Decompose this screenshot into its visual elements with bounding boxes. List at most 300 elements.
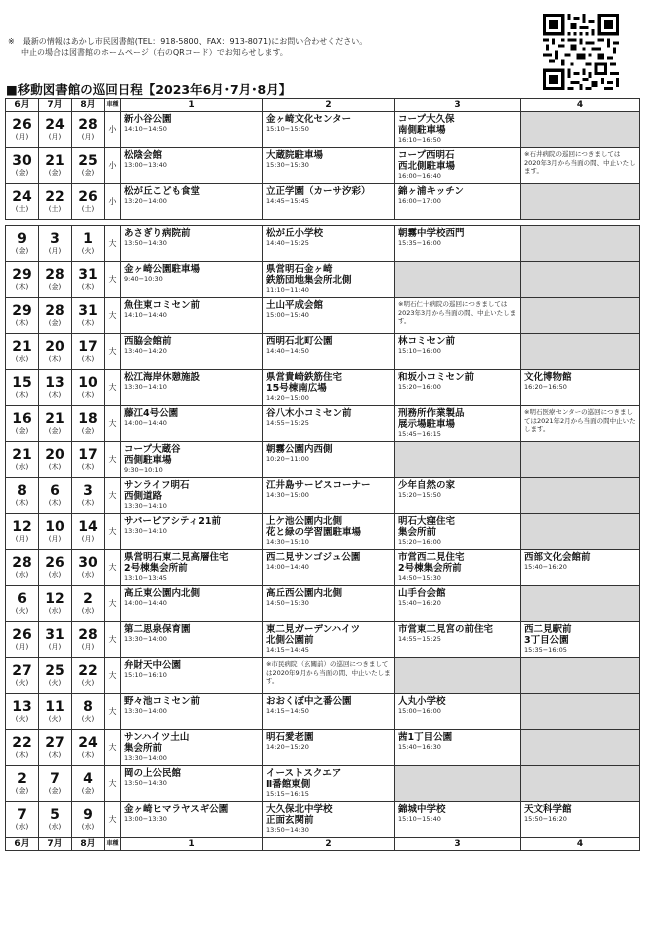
qr-code-icon[interactable] <box>543 14 619 90</box>
stop-time: 13:30−14:00 <box>124 635 167 643</box>
schedule-row <box>6 334 640 370</box>
date-cell <box>72 550 105 586</box>
stop-time: 15:10−15:50 <box>266 125 309 133</box>
date-cell <box>72 622 105 658</box>
vehicle-size: 大 <box>105 550 121 586</box>
vehicle-size: 小 <box>105 184 121 220</box>
date-number: 29 <box>12 267 32 283</box>
stop-name: コープ大久保 南側駐車場 <box>398 114 455 136</box>
stop-time: 13:50−14:30 <box>124 779 167 787</box>
date-number: 26 <box>12 117 32 133</box>
stop-cell <box>263 112 395 148</box>
date-cell <box>6 406 39 442</box>
date-number: 3 <box>83 483 93 499</box>
date-weekday: (水) <box>15 463 29 471</box>
date-cell <box>39 766 72 802</box>
stop-name: 弁財天中公園 <box>124 660 182 671</box>
schedule-row <box>6 766 640 802</box>
stop-time: 14:10−14:40 <box>124 311 167 319</box>
date-number: 9 <box>83 807 93 823</box>
date-weekday: (金) <box>48 319 62 327</box>
date-cell <box>6 514 39 550</box>
stop-time: 14:55−15:25 <box>266 419 309 427</box>
stop-name: 江井島サービスコーナー <box>266 480 371 491</box>
suspension-note: ※市民病院（玄關前）の巡回につきましては2020年9月から当面の間、中止いたします。 <box>266 660 391 685</box>
date-weekday: (水) <box>48 823 62 831</box>
empty-stop-cell <box>521 694 640 730</box>
date-number: 11 <box>45 699 65 715</box>
header-stop-2: 2 <box>263 99 395 112</box>
stop-time: 15:15−16:15 <box>266 790 309 798</box>
stop-cell <box>395 586 521 622</box>
date-cell <box>39 802 72 838</box>
footer-stop-2: 2 <box>263 838 395 851</box>
stop-name: 和坂小コミセン前 <box>398 372 475 383</box>
stop-cell <box>263 184 395 220</box>
date-number: 9 <box>17 231 27 247</box>
stop-cell <box>121 730 263 766</box>
date-cell <box>39 586 72 622</box>
header-stop-4: 4 <box>521 99 640 112</box>
date-number: 8 <box>83 699 93 715</box>
date-cell <box>72 514 105 550</box>
stop-name: 西二見サンゴジュ公園 <box>266 552 361 563</box>
stop-name: 松陰会館 <box>124 150 163 161</box>
vehicle-size: 大 <box>105 406 121 442</box>
date-number: 14 <box>78 519 98 535</box>
stop-time: 14:10−14:50 <box>124 125 167 133</box>
stop-cell <box>395 550 521 586</box>
stop-cell <box>395 730 521 766</box>
stop-name: 少年自然の家 <box>398 480 456 491</box>
stop-time: 15:10−15:40 <box>398 815 441 823</box>
header-month-7: 7月 <box>39 99 72 112</box>
vehicle-size: 大 <box>105 658 121 694</box>
date-number: 7 <box>17 807 27 823</box>
date-weekday: (木) <box>15 499 29 507</box>
stop-time: 14:15−14:45 <box>266 646 309 654</box>
date-cell <box>6 658 39 694</box>
stop-cell <box>263 586 395 622</box>
vehicle-size: 大 <box>105 514 121 550</box>
suspension-note: ※明石医療センターの巡回につきましては2021年2月から当面の間中止いたします。 <box>524 408 636 433</box>
stop-name: 茜1丁目公園 <box>398 732 453 743</box>
stop-time: 16:10−16:50 <box>398 136 441 144</box>
stop-time: 15:00−15:40 <box>266 311 309 319</box>
stop-cell <box>521 622 640 658</box>
stop-cell <box>121 658 263 694</box>
stop-time: 14:15−14:50 <box>266 707 309 715</box>
empty-stop-cell <box>521 226 640 262</box>
date-number: 27 <box>45 735 65 751</box>
stop-time: 14:40−14:50 <box>266 347 309 355</box>
date-number: 24 <box>78 735 98 751</box>
empty-stop-cell <box>521 514 640 550</box>
date-weekday: (水) <box>15 823 29 831</box>
date-weekday: (火) <box>81 679 95 687</box>
date-cell <box>39 442 72 478</box>
stop-time: 16:20−16:50 <box>524 383 567 391</box>
date-weekday: (土) <box>48 205 62 213</box>
vehicle-size: 大 <box>105 262 121 298</box>
date-number: 22 <box>78 663 98 679</box>
header-vehicle: 車種 <box>105 99 121 112</box>
stop-name: 金ヶ崎文化センター <box>266 114 352 125</box>
date-weekday: (火) <box>81 715 95 723</box>
date-cell <box>72 694 105 730</box>
date-weekday: (月) <box>15 535 29 543</box>
date-number: 17 <box>78 447 98 463</box>
stop-time: 16:00−16:40 <box>398 172 441 180</box>
stop-time: 13:30−14:10 <box>124 383 167 391</box>
stop-cell <box>263 298 395 334</box>
stop-name: 大久保北中学校 正面玄関前 <box>266 804 333 826</box>
table-footer-row <box>6 838 640 851</box>
stop-time: 14:45−15:45 <box>266 197 309 205</box>
empty-stop-cell <box>521 112 640 148</box>
vehicle-size: 大 <box>105 622 121 658</box>
date-number: 5 <box>50 807 60 823</box>
stop-time: 14:00−14:40 <box>124 599 167 607</box>
date-cell <box>72 766 105 802</box>
empty-stop-cell <box>521 730 640 766</box>
date-weekday: (月) <box>15 643 29 651</box>
stop-time: 14:00−14:40 <box>124 419 167 427</box>
date-cell <box>72 730 105 766</box>
date-weekday: (水) <box>81 607 95 615</box>
stop-cell <box>395 112 521 148</box>
date-cell <box>72 262 105 298</box>
date-number: 6 <box>17 591 27 607</box>
empty-stop-cell <box>521 442 640 478</box>
date-cell <box>72 586 105 622</box>
date-cell <box>39 730 72 766</box>
stop-cell <box>121 802 263 838</box>
schedule-row <box>6 514 640 550</box>
date-weekday: (月) <box>81 535 95 543</box>
date-weekday: (水) <box>48 607 62 615</box>
stop-cell <box>395 370 521 406</box>
stop-cell <box>263 406 395 442</box>
vehicle-size: 大 <box>105 730 121 766</box>
stop-cell <box>121 262 263 298</box>
date-weekday: (火) <box>15 679 29 687</box>
date-weekday: (月) <box>81 133 95 141</box>
date-number: 21 <box>45 411 65 427</box>
date-number: 17 <box>78 339 98 355</box>
date-weekday: (金) <box>48 427 62 435</box>
stop-time: 13:00−13:40 <box>124 161 167 169</box>
schedule-table <box>5 98 640 851</box>
date-number: 22 <box>45 189 65 205</box>
vehicle-size: 大 <box>105 334 121 370</box>
vehicle-size: 大 <box>105 478 121 514</box>
header-month-6: 6月 <box>6 99 39 112</box>
stop-time: 15:20−16:00 <box>398 538 441 546</box>
contact-note <box>8 36 367 58</box>
date-weekday: (木) <box>81 751 95 759</box>
empty-stop-cell <box>395 262 521 298</box>
stop-name: 山手台会館 <box>398 588 446 599</box>
stop-time: 15:50−16:20 <box>524 815 567 823</box>
date-number: 21 <box>45 153 65 169</box>
date-weekday: (水) <box>15 571 29 579</box>
schedule-row <box>6 148 640 184</box>
stop-cell <box>521 802 640 838</box>
date-number: 30 <box>78 555 98 571</box>
vehicle-size: 大 <box>105 226 121 262</box>
date-cell <box>39 478 72 514</box>
date-number: 1 <box>83 231 93 247</box>
stop-name: 西明石北町公園 <box>266 336 333 347</box>
date-number: 25 <box>45 663 65 679</box>
stop-name: 岡の上公民館 <box>124 768 182 779</box>
stop-cell <box>263 370 395 406</box>
stop-name: 明石愛老園 <box>266 732 314 743</box>
stop-time: 13:00−13:30 <box>124 815 167 823</box>
stop-cell <box>521 370 640 406</box>
date-weekday: (金) <box>15 427 29 435</box>
date-number: 28 <box>78 117 98 133</box>
stop-name: サンライフ明石 西側道路 <box>124 480 190 502</box>
stop-cell <box>121 184 263 220</box>
stop-time: 11:10−11:40 <box>266 286 309 294</box>
date-number: 16 <box>12 411 32 427</box>
date-cell <box>39 514 72 550</box>
date-number: 8 <box>17 483 27 499</box>
stop-cell <box>121 514 263 550</box>
date-number: 13 <box>12 699 32 715</box>
stop-time: 13:30−14:10 <box>124 527 167 535</box>
date-cell <box>6 184 39 220</box>
schedule-row <box>6 406 640 442</box>
schedule-row <box>6 658 640 694</box>
date-number: 24 <box>12 189 32 205</box>
stop-time: 14:50−15:30 <box>398 574 441 582</box>
date-cell <box>39 112 72 148</box>
date-cell <box>72 478 105 514</box>
stop-time: 15:45−16:15 <box>398 430 441 438</box>
stop-time: 14:20−15:20 <box>266 743 309 751</box>
schedule-row <box>6 298 640 334</box>
schedule-row <box>6 730 640 766</box>
stop-time: 10:20−11:00 <box>266 455 309 463</box>
schedule-row <box>6 112 640 148</box>
contact-note-line1: ※ 最新の情報はあかし市民図書館(TEL：918-5800、FAX：913-8071)にお問い合わせください。 <box>8 37 368 46</box>
date-weekday: (木) <box>15 319 29 327</box>
date-cell <box>72 298 105 334</box>
stop-cell <box>121 622 263 658</box>
date-number: 28 <box>12 555 32 571</box>
stop-cell <box>121 442 263 478</box>
stop-time: 16:00−17:00 <box>398 197 441 205</box>
stop-cell <box>121 586 263 622</box>
date-cell <box>72 112 105 148</box>
vehicle-size: 小 <box>105 112 121 148</box>
date-weekday: (金) <box>48 169 62 177</box>
stop-name: 西部文化会館前 <box>524 552 591 563</box>
schedule-row <box>6 262 640 298</box>
page-title: ■移動図書館の巡回日程【2023年6月･7月･8月】 <box>6 82 292 97</box>
date-cell <box>39 694 72 730</box>
stop-cell <box>395 514 521 550</box>
stop-time: 9:40−10:30 <box>124 275 163 283</box>
stop-name: サンハイツ土山 集会所前 <box>124 732 190 754</box>
date-cell <box>72 184 105 220</box>
stop-name: 大蔵院駐車場 <box>266 150 324 161</box>
stop-time: 14:30−15:10 <box>266 538 309 546</box>
date-cell <box>6 334 39 370</box>
date-weekday: (木) <box>81 499 95 507</box>
date-number: 27 <box>12 663 32 679</box>
footer-stop-4: 4 <box>521 838 640 851</box>
date-weekday: (木) <box>81 283 95 291</box>
stop-name: あさぎり病院前 <box>124 228 191 239</box>
header-stop-3: 3 <box>395 99 521 112</box>
stop-cell <box>395 184 521 220</box>
stop-cell <box>121 112 263 148</box>
stop-cell <box>121 370 263 406</box>
stop-cell <box>395 478 521 514</box>
empty-stop-cell <box>521 658 640 694</box>
date-weekday: (水) <box>48 571 62 579</box>
date-cell <box>6 226 39 262</box>
date-number: 12 <box>12 519 32 535</box>
stop-time: 14:40−15:25 <box>266 239 309 247</box>
stop-cell <box>521 550 640 586</box>
date-cell <box>6 112 39 148</box>
date-number: 10 <box>78 375 98 391</box>
date-cell <box>6 478 39 514</box>
stop-cell <box>263 802 395 838</box>
stop-time: 15:10−16:10 <box>124 671 167 679</box>
stop-cell <box>263 226 395 262</box>
date-cell <box>72 370 105 406</box>
date-weekday: (木) <box>48 751 62 759</box>
vehicle-size: 小 <box>105 148 121 184</box>
date-number: 20 <box>45 339 65 355</box>
stop-time: 14:00−14:40 <box>266 563 309 571</box>
schedule-row <box>6 802 640 838</box>
stop-cell <box>263 262 395 298</box>
date-cell <box>72 442 105 478</box>
stop-cell <box>263 514 395 550</box>
empty-stop-cell <box>395 442 521 478</box>
stop-name: 東二見ガーデンハイツ 北側公園前 <box>266 624 361 646</box>
date-weekday: (木) <box>81 463 95 471</box>
stop-time: 14:20−15:00 <box>266 394 309 402</box>
date-number: 13 <box>45 375 65 391</box>
date-cell <box>6 766 39 802</box>
stop-name: 文化博物館 <box>524 372 572 383</box>
suspension-note: ※石井病院の巡回につきましては2020年3月から当面の間、中止いたします。 <box>524 150 636 175</box>
date-number: 21 <box>12 447 32 463</box>
date-weekday: (木) <box>81 391 95 399</box>
date-number: 25 <box>78 153 98 169</box>
stop-cell <box>121 550 263 586</box>
notice-cell <box>263 658 395 694</box>
stop-name: 朝霧中学校西門 <box>398 228 465 239</box>
stop-name: 高丘西公園内北側 <box>266 588 343 599</box>
stop-cell <box>263 766 395 802</box>
stop-cell <box>263 334 395 370</box>
date-cell <box>39 622 72 658</box>
date-number: 31 <box>78 267 98 283</box>
stop-name: 明石大窪住宅 集会所前 <box>398 516 456 538</box>
date-cell <box>39 658 72 694</box>
table-header-row <box>6 99 640 112</box>
stop-cell <box>395 226 521 262</box>
date-cell <box>39 148 72 184</box>
stop-name: 上ケ池公園内北側 花と緑の学習園駐車場 <box>266 516 362 538</box>
stop-cell <box>121 298 263 334</box>
stop-name: 金ヶ崎ヒマラヤスギ公園 <box>124 804 229 815</box>
stop-name: 県営明石東二見高層住宅 2号棟集会所前 <box>124 552 229 574</box>
schedule-row <box>6 694 640 730</box>
date-cell <box>6 298 39 334</box>
date-weekday: (木) <box>15 751 29 759</box>
date-weekday: (火) <box>81 247 95 255</box>
date-cell <box>72 802 105 838</box>
vehicle-size: 大 <box>105 802 121 838</box>
date-number: 31 <box>78 303 98 319</box>
date-cell <box>6 370 39 406</box>
vehicle-size: 大 <box>105 442 121 478</box>
date-weekday: (木) <box>15 391 29 399</box>
stop-time: 15:20−16:00 <box>398 383 441 391</box>
date-cell <box>6 442 39 478</box>
date-cell <box>72 334 105 370</box>
stop-name: 林コミセン前 <box>398 336 456 347</box>
footer-month-7: 7月 <box>39 838 72 851</box>
schedule-row <box>6 184 640 220</box>
date-cell <box>72 226 105 262</box>
stop-cell <box>121 478 263 514</box>
date-number: 26 <box>78 189 98 205</box>
date-number: 7 <box>50 771 60 787</box>
empty-stop-cell <box>395 766 521 802</box>
empty-stop-cell <box>521 334 640 370</box>
stop-cell <box>121 766 263 802</box>
stop-name: 野々池コミセン前 <box>124 696 201 707</box>
stop-time: 13:50−14:30 <box>124 239 167 247</box>
date-weekday: (月) <box>15 133 29 141</box>
stop-time: 15:20−15:50 <box>398 491 441 499</box>
date-weekday: (火) <box>48 715 62 723</box>
date-weekday: (土) <box>15 205 29 213</box>
notice-cell <box>521 148 640 184</box>
stop-time: 13:50−14:30 <box>266 826 309 834</box>
date-weekday: (月) <box>48 247 62 255</box>
date-cell <box>72 148 105 184</box>
date-weekday: (月) <box>81 643 95 651</box>
stop-name: 金ヶ崎公園駐車場 <box>124 264 201 275</box>
header-month-8: 8月 <box>72 99 105 112</box>
schedule-row <box>6 478 640 514</box>
date-weekday: (金) <box>81 169 95 177</box>
date-number: 20 <box>45 447 65 463</box>
stop-time: 13:30−14:10 <box>124 502 167 510</box>
stop-name: おおくぼ中之番公園 <box>266 696 352 707</box>
stop-time: 13:30−14:00 <box>124 754 167 762</box>
stop-name: コープ大蔵谷 西側駐車場 <box>124 444 181 466</box>
date-number: 28 <box>45 267 65 283</box>
date-weekday: (金) <box>15 247 29 255</box>
stop-name: 県営明石金ヶ崎 鉄筋団地集会所北側 <box>266 264 352 286</box>
footer-stop-3: 3 <box>395 838 521 851</box>
stop-time: 15:00−16:00 <box>398 707 441 715</box>
date-weekday: (金) <box>81 427 95 435</box>
